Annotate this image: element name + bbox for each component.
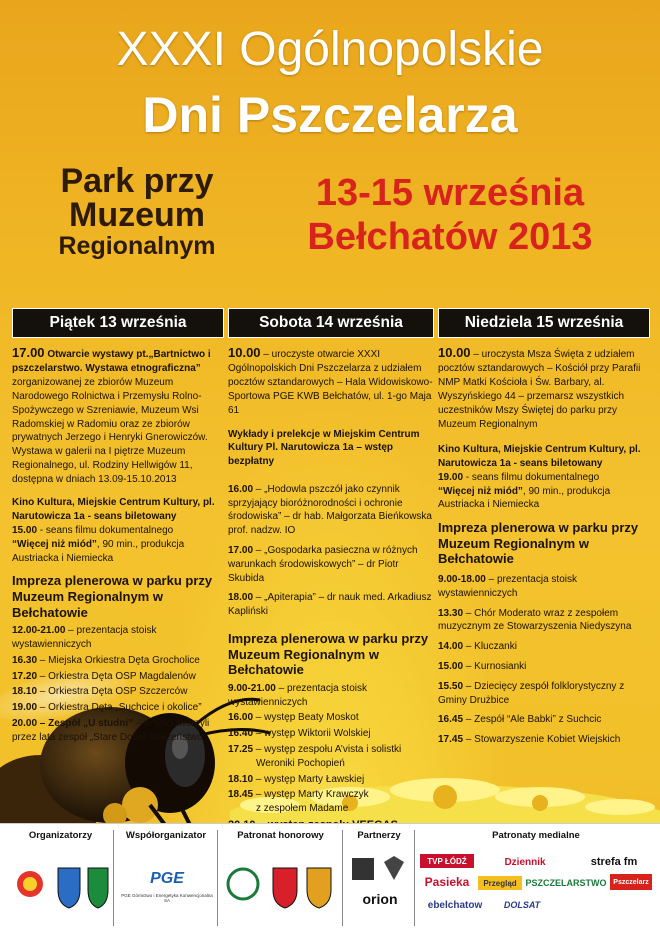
saturday-column [228, 308, 434, 835]
list-item: 16.00 – występ Beaty Moskot [228, 712, 359, 724]
list-item: 12.00-21.00 – prezentacja stoisk wystawienniczych [12, 625, 157, 651]
sunday-cinema-rest: , 90 min., produkcja Austriacka i Niemiecka [438, 485, 611, 511]
dolsat-logo: DOLSAT [503, 900, 541, 910]
sunday-column [438, 308, 650, 749]
friday-expo-time: 17.00 [12, 345, 45, 361]
sunday-cinema-time: 19.00 [438, 471, 464, 483]
list-item: 16.00 – „Hodowla pszczół jako czynnik sprzyjający bioróżnorodności i ochronie środowiska” – dr hab. Małgorzata Bieńkowska prof. nadzw. IO [228, 483, 432, 537]
saturday-lectures-title: Wykłady i prelekcje w Miejskim Centrum Kultury Pl. Narutowicza 1a – wstęp bezpłatny [228, 428, 420, 468]
sponsors-footer [0, 823, 660, 928]
list-item: 18.10 – występ Marty Ławskiej [228, 773, 365, 785]
sunday-cinema-film: “Więcej niż miód” [438, 485, 523, 497]
friday-header: Piątek 13 września [12, 308, 224, 338]
friday-outdoor-title: Impreza plenerowa w parku przy Muzeum Regionalnym w Bełchatowie [12, 573, 213, 620]
friday-cinema-rest: , 90 min., produkcja Austriacka i Niemiecka [12, 538, 185, 564]
sunday-header: Niedziela 15 września [438, 308, 650, 338]
coorganizer-label: Współorganizator [125, 830, 207, 841]
sunday-events [438, 573, 650, 747]
list-item: 20.00 – Zespół „U studni” – artyści tworzyli przez lata zespół „Stare Dobre Małżeństwo” [12, 718, 210, 743]
coorganizer-section [115, 830, 218, 926]
dates-block [250, 172, 650, 259]
list-item: 16.45 – Zespół “Ale Babki” z Suchcic [438, 714, 602, 726]
title-line-2: Dni Pszczelarza [142, 87, 518, 143]
partner-logos [350, 854, 410, 884]
sunday-mass-time: 10.00 [438, 345, 471, 361]
venue-block [22, 164, 252, 259]
venue-line-2: Muzeum [69, 196, 205, 234]
patronage-section [219, 830, 343, 926]
sunday-mass [438, 344, 650, 431]
media-label: Patronaty medialne [492, 830, 580, 841]
list-item: 9.00-21.00 – prezentacja stoisk wystawienniczych [228, 682, 367, 708]
sunday-outdoor-title: Impreza plenerowa w parku przy Muzeum Regionalnym w Bełchatowie [438, 520, 639, 567]
pge-caption: PGE Górnictwo i Energetyka Konwencjonalna SA [121, 893, 213, 903]
saturday-open-time: 10.00 [228, 345, 261, 361]
friday-cinema [12, 496, 224, 565]
saturday-lectures [228, 483, 434, 619]
saturday-header: Sobota 14 września [228, 308, 434, 338]
list-item: 17.00 – „Gospodarka pasieczna w różnych warunkach środowiskowych” – dr Piotr Skubida [228, 545, 418, 584]
list-item: 14.00 – Kluczanki [438, 641, 517, 653]
ebelchatow-logo: ebelchatow [427, 899, 483, 911]
organizer-logos [14, 860, 110, 910]
partners-label: Partnerzy [357, 830, 401, 841]
list-item: 16.30 – Miejska Orkiestra Dęta Grocholice [12, 654, 200, 666]
patronage-label: Patronat honorowy [237, 830, 324, 841]
sunday-cinema-title: Kino Kultura, Miejskie Centrum Kultury, pl. Narutowicza 1a - seans biletowany [438, 444, 641, 470]
list-item: 16.40 – występ Wiktorii Wolskiej [228, 728, 371, 740]
pszczelarstwo-logo: PSZCZELARSTWO [525, 878, 607, 888]
list-item: 15.00 – Kurnosianki [438, 661, 527, 673]
list-item: 17.20 – Orkiestra Dęta OSP Magdalenów [12, 670, 196, 682]
sunday-cinema [438, 443, 650, 512]
friday-expo-title: Otwarcie wystawy pt.„Bartnictwo i pszczelarstwo. Wystawa etnograficzna” [12, 349, 211, 375]
pszczelarz-logo: Pszczelarz [610, 874, 652, 890]
list-item: 18.10 – Orkiestra Dęta OSP Szczerców [12, 686, 188, 698]
pge-logo: PGE [150, 870, 184, 887]
tvp-logo: TVP ŁÓDŹ [420, 854, 474, 868]
list-item: 19.00 – Orkiestra Dęta „Suchcice i okolice” [12, 702, 202, 714]
przeglad-logo: Przegląd [478, 876, 522, 890]
venue-line-3: Regionalnym [58, 232, 216, 260]
title-line-1: XXXI Ogólnopolskie [116, 23, 544, 76]
dates-line-2: Bełchatów 2013 [307, 215, 593, 258]
list-item: 18.45 – występ Marty Krawczyk z zespołem Madame [228, 789, 369, 815]
friday-cinema-time: 15.00 [12, 525, 38, 537]
friday-expo-desc: zorganizowanej ze zbiorów Muzeum Narodowego Rolnictwa i Przemysłu Rolno-Spożywczego w Szreniawie, Muzeum Wsi Radomskiej w Radomiu oraz ze zbiorów prywatnych Jerzego i Henryki Gnerowiczów. Wystawa w galerii na I piętrze Muzeum Regionalnego, ul. Rodziny Hellwigów 11, dostępna w dniach 13.09-15.10.2013 [12, 377, 208, 485]
saturday-opening [228, 344, 434, 417]
media-section [416, 830, 656, 926]
list-item: 15.50 – Dziecięcy zespół folklorystyczny z Gminy Drużbice [438, 680, 625, 706]
patronage-logos [225, 860, 337, 910]
saturday-outdoor-title: Impreza plenerowa w parku przy Muzeum Regionalnym w Bełchatowie [228, 631, 429, 678]
partners-section [344, 830, 415, 926]
saturday-events [228, 682, 434, 833]
orion-logo: orion [362, 891, 398, 907]
friday-cinema-title: Kino Kultura, Miejskie Centrum Kultury, pl. Narutowicza 1a - seans biletowany [12, 497, 215, 523]
dates-line-1: 13-15 września [315, 172, 585, 214]
sunday-mass-text: – uroczysta Msza Święta z udziałem pocztów sztandarowych – Kościół przy Parafii NMP Matki Kościoła i Św. Barbary, al. Wyszyńskiego 44 – przemarsz wszystkich uczestników Mszy Świętej do parku przy Muzeum Regionalnym [438, 349, 641, 430]
list-item: 9.00-18.00 – prezentacja stoisk wystawienniczych [438, 574, 577, 599]
list-item: 13.30 – Chór Moderato wraz z zespołem muzycznym ze Stowarzyszenia Niedyszyna [438, 607, 632, 633]
friday-events [12, 624, 224, 744]
venue-line-1: Park przy [60, 162, 214, 200]
friday-cinema-line: - seans filmu dokumentalnego [37, 525, 174, 537]
friday-column [12, 308, 224, 747]
organizers-label: Organizatorzy [28, 830, 93, 841]
list-item: 17.25 – występ zespołu A’vista i solistki Weroniki Pochopień [228, 744, 402, 769]
pasieka-logo: Pasieka [424, 875, 470, 889]
sunday-cinema-line: - seans filmu dokumentalnego [463, 471, 600, 483]
friday-exhibition [12, 344, 224, 486]
organizers-section [8, 830, 114, 926]
friday-cinema-film: “Więcej niż miód” [12, 538, 97, 550]
list-item: 18.00 – „Apiterapia” – dr nauk med. Arkadiusz Kapliński [228, 592, 432, 618]
strefa-logo: strefa fm [590, 856, 638, 868]
dziennik-logo: Dziennik [504, 856, 546, 868]
saturday-open-text: – uroczyste otwarcie XXXI Ogólnopolskich Dni Pszczelarza z udziałem pocztów sztandarowych – Hala Widowiskowo-Sportowa PGE KWB Bełchatów, ul. 1-go Maja 61 [228, 349, 433, 416]
list-item: 17.45 – Stowarzyszenie Kobiet Wiejskich [438, 734, 621, 746]
